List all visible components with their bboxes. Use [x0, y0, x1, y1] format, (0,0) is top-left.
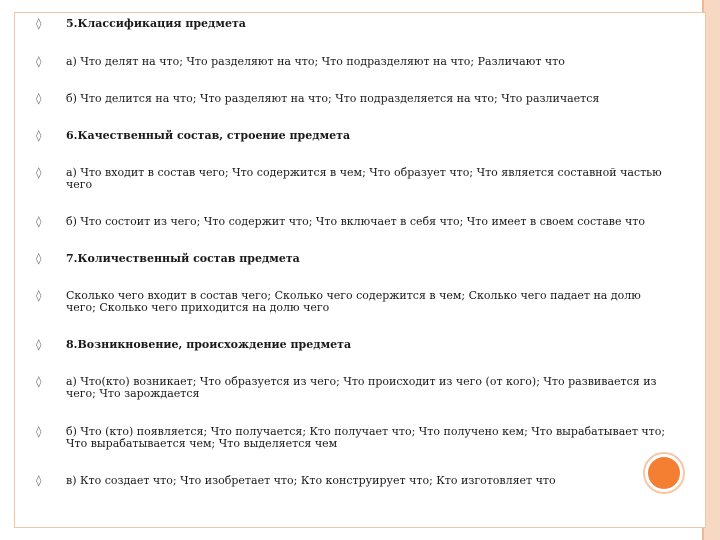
diamond-bullet-icon: ◊: [36, 375, 42, 388]
item-text: Сколько чего входит в состав чего; Сколько чего содержится в чем; Сколько чего падает на долю чего; Сколько чего приходится на долю чего: [66, 289, 641, 314]
diamond-bullet-icon: ◊: [36, 215, 42, 228]
diamond-bullet-icon: ◊: [36, 474, 42, 487]
item-text: б) Что состоит из чего; Что содержит что; Что включает в себя что; Что имеет в своем составе что: [66, 215, 645, 228]
orange-dot-icon: [648, 457, 680, 489]
item-text: 5.Классификация предмета: [66, 17, 246, 30]
item-text: а) Что входит в состав чего; Что содержится в чем; Что образует что; Что является составной частью чего: [66, 166, 662, 191]
diamond-bullet-icon: ◊: [36, 289, 42, 302]
decorative-right-band: [704, 0, 720, 540]
diamond-bullet-icon: ◊: [36, 166, 42, 179]
item-text: б) Что делится на что; Что разделяют на что; Что подразделяется на что; Что различается: [66, 92, 600, 105]
slide-frame: [14, 12, 706, 528]
item-text: 7.Количественный состав предмета: [66, 252, 300, 265]
item-text: 8.Возникновение, происхождение предмета: [66, 338, 352, 351]
diamond-bullet-icon: ◊: [36, 55, 42, 68]
item-text: б) Что (кто) появляется; Что получается; Кто получает что; Что получено кем; Что вырабатывает что; Что вырабатывается чем; Что выделяется чем: [66, 425, 666, 450]
diamond-bullet-icon: ◊: [36, 252, 42, 265]
diamond-bullet-icon: ◊: [36, 129, 42, 142]
item-text: в) Кто создает что; Что изобретает что; Кто конструирует что; Кто изготовляет что: [66, 474, 556, 487]
item-text: а) Что делят на что; Что разделяют на что; Что подразделяют на что; Различают что: [66, 55, 565, 68]
diamond-bullet-icon: ◊: [36, 92, 42, 105]
decorative-circle-icon: [643, 452, 685, 494]
item-text: а) Что(кто) возникает; Что образуется из чего; Что происходит из чего (от кого); Что развивается из чего; Что зарождается: [66, 375, 657, 400]
diamond-bullet-icon: ◊: [36, 425, 42, 438]
diamond-bullet-icon: ◊: [36, 17, 42, 30]
item-text: 6.Качественный состав, строение предмета: [66, 129, 351, 142]
diamond-bullet-icon: ◊: [36, 338, 42, 351]
